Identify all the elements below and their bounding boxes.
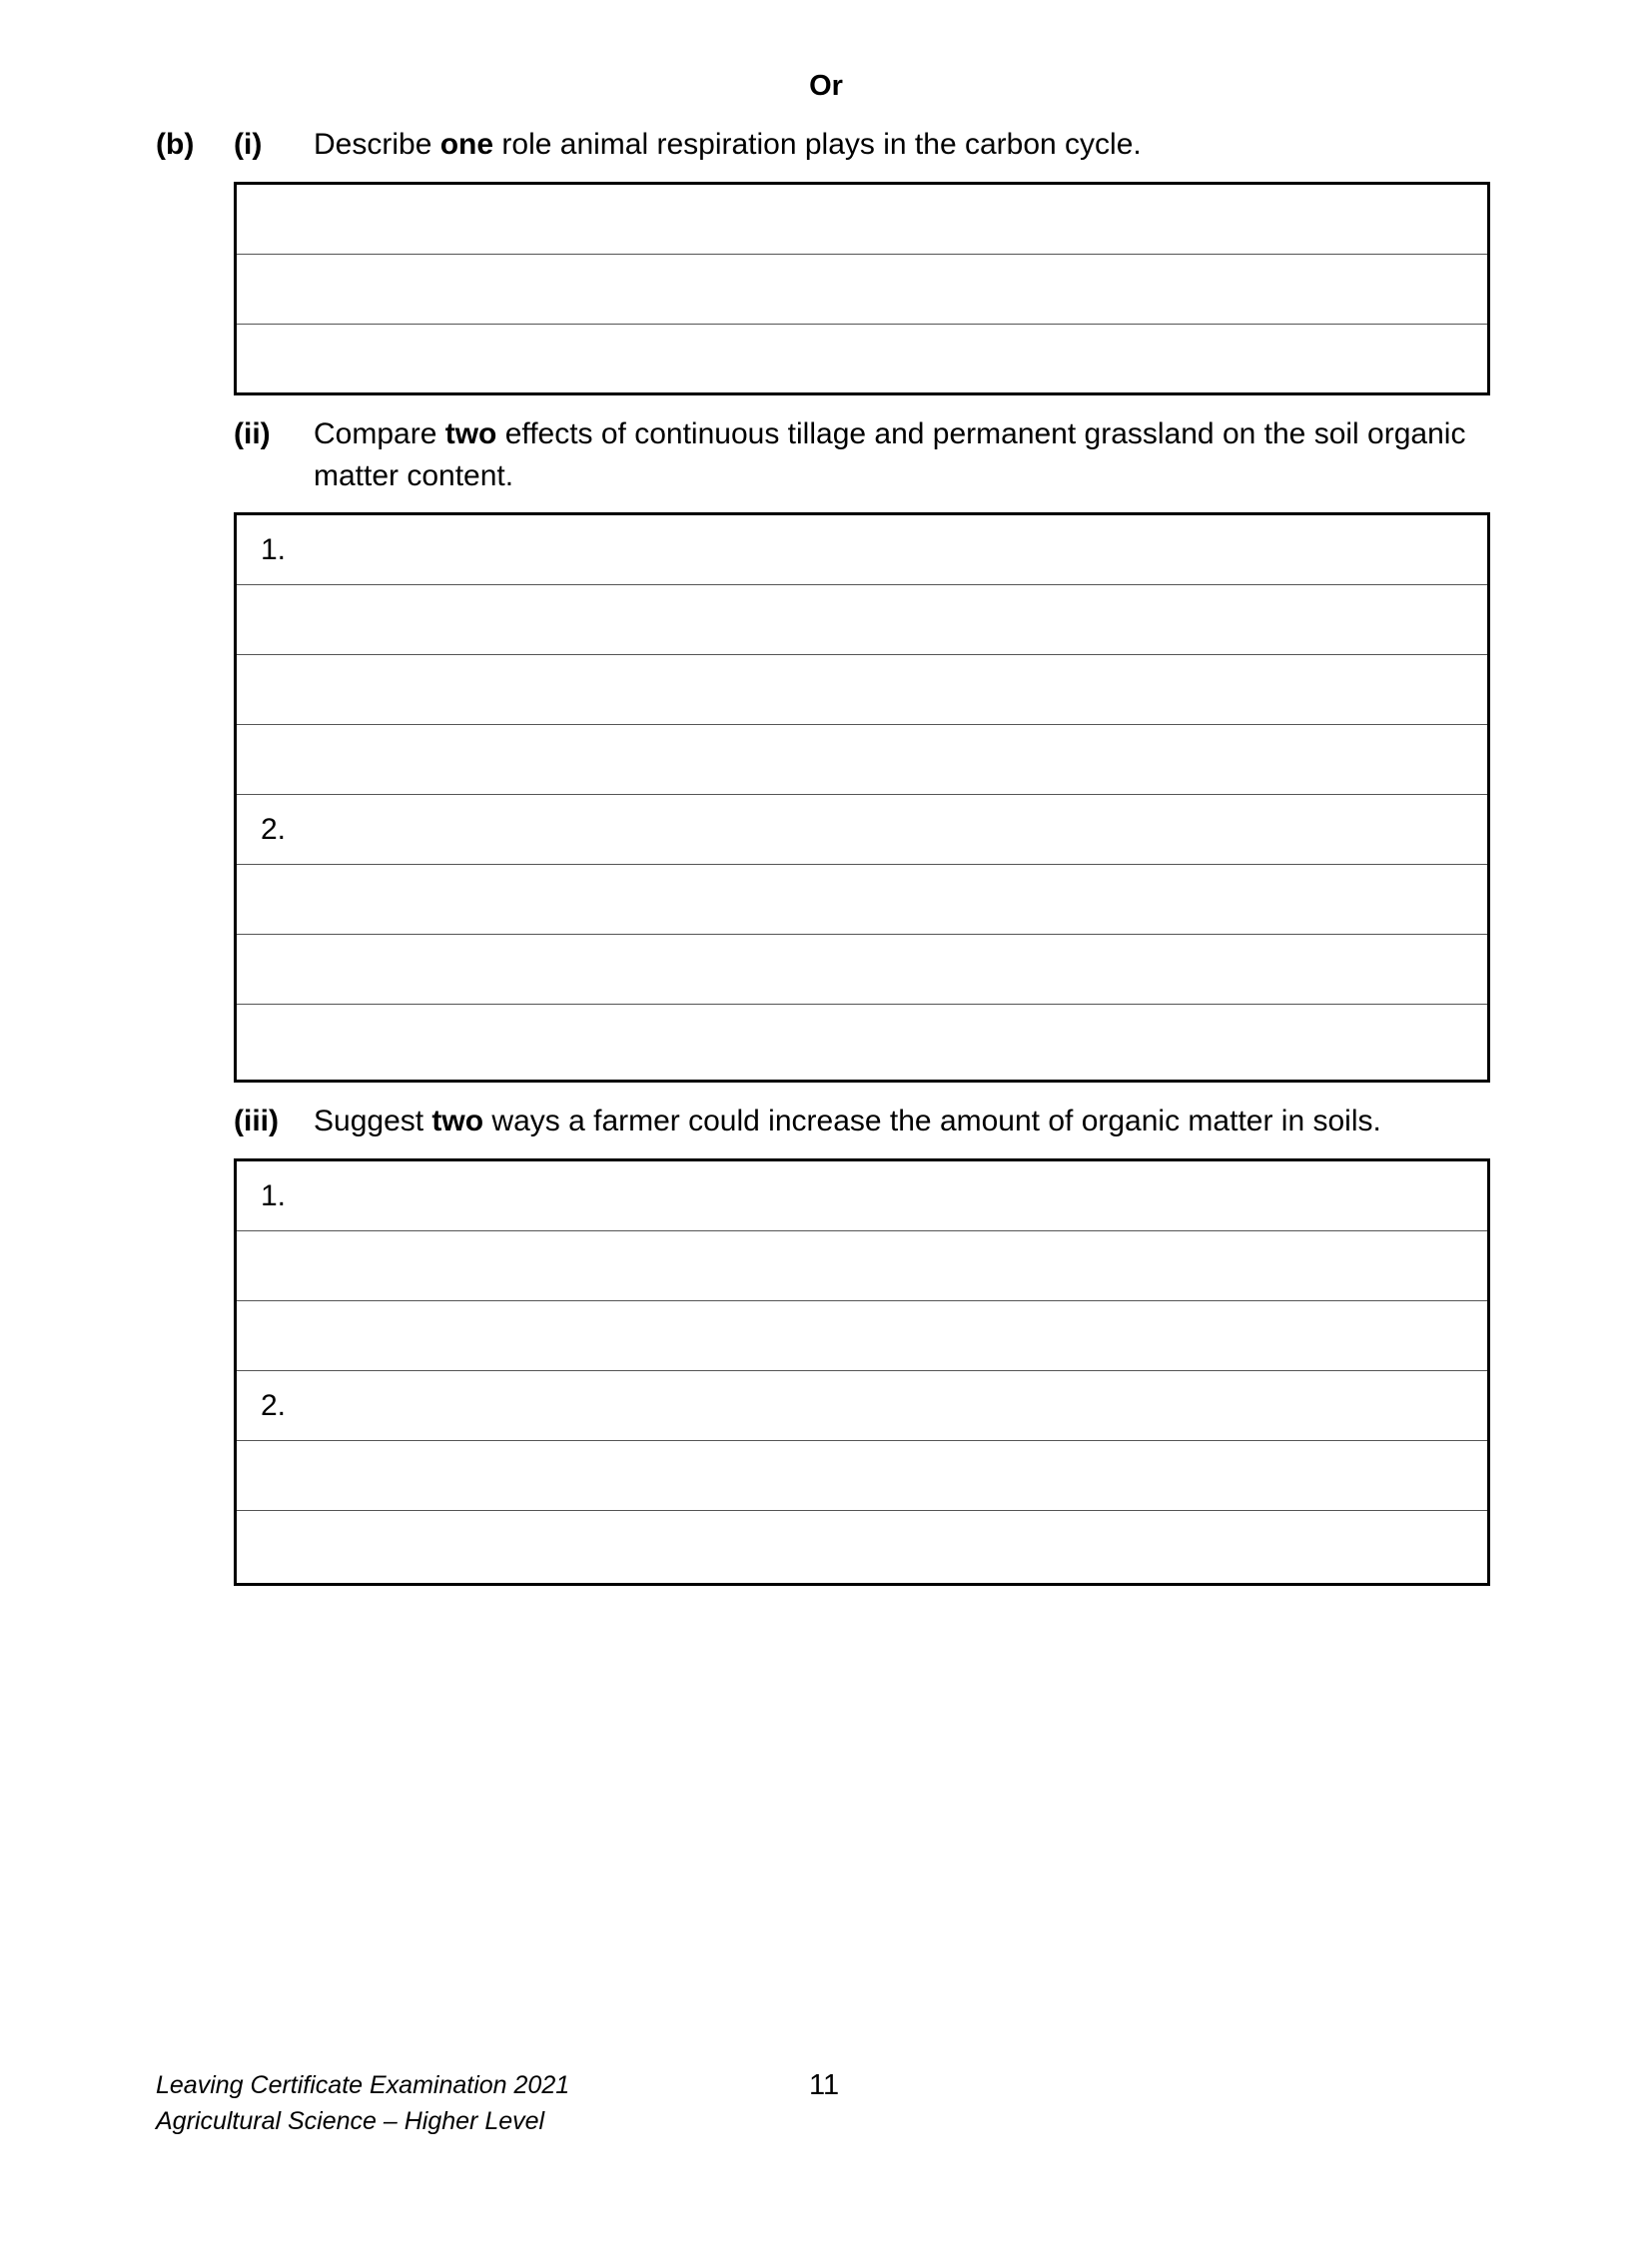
footer-exam-title: Leaving Certificate Examination 2021: [156, 2071, 570, 2099]
answer-line[interactable]: [237, 795, 1487, 865]
answer-line[interactable]: [237, 1161, 1487, 1231]
or-heading: Or: [809, 70, 843, 102]
item-number: 2.: [261, 1389, 287, 1422]
answer-box-iii[interactable]: [234, 1158, 1490, 1586]
answer-line[interactable]: [237, 1231, 1487, 1301]
sub-ii-question: [314, 413, 1502, 497]
sub-ii-question-line1: Compare two effects of continuous tillage and permanent grassland on the soil organic: [314, 417, 1466, 450]
answer-line[interactable]: [237, 865, 1487, 935]
item-number: 1.: [261, 533, 287, 566]
sub-ii-label: (ii): [234, 417, 271, 450]
sub-iii-label: (iii): [234, 1105, 279, 1137]
answer-line[interactable]: [237, 1005, 1487, 1075]
item-number: 2.: [261, 813, 287, 846]
answer-line[interactable]: [237, 1301, 1487, 1371]
answer-line[interactable]: [237, 1441, 1487, 1511]
answer-line[interactable]: [237, 185, 1487, 255]
answer-line[interactable]: [237, 1371, 1487, 1441]
answer-line[interactable]: [237, 655, 1487, 725]
page-number: 11: [809, 2069, 840, 2101]
answer-line[interactable]: [237, 935, 1487, 1005]
answer-line[interactable]: [237, 1511, 1487, 1581]
answer-line[interactable]: [237, 585, 1487, 655]
item-number: 1.: [261, 1179, 287, 1212]
part-label: (b): [156, 128, 195, 161]
footer: [156, 2067, 569, 2139]
answer-line[interactable]: [237, 325, 1487, 394]
sub-iii-question: Suggest two ways a farmer could increase the amount of organic matter in soils.: [314, 1105, 1381, 1137]
answer-box-i[interactable]: [234, 182, 1490, 395]
answer-line[interactable]: [237, 255, 1487, 325]
footer-subject: Agricultural Science – Higher Level: [156, 2107, 545, 2135]
answer-line[interactable]: [237, 725, 1487, 795]
sub-i-label: (i): [234, 128, 263, 161]
answer-box-ii[interactable]: [234, 512, 1490, 1083]
sub-i-question: Describe one role animal respiration plays in the carbon cycle.: [314, 128, 1142, 161]
sub-ii-question-line2: matter content.: [314, 459, 514, 492]
answer-line[interactable]: [237, 515, 1487, 585]
